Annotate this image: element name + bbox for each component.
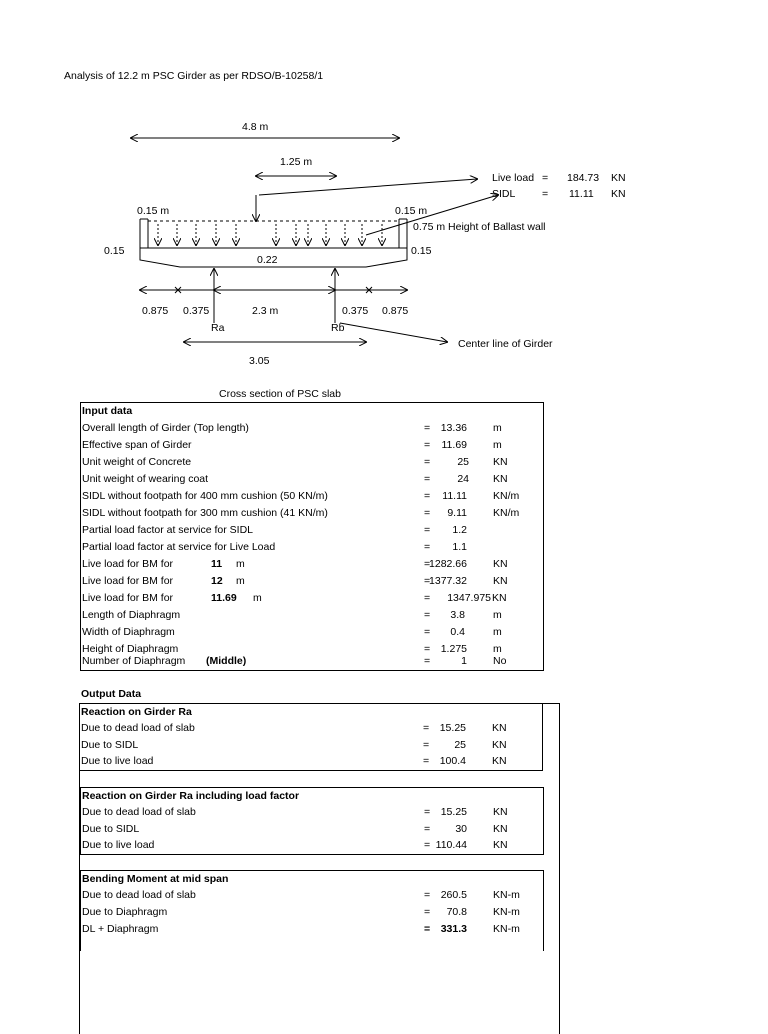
live-load-value: 184.73	[567, 172, 600, 184]
ra-label: Ra	[211, 322, 225, 334]
output-header: Output Data	[81, 688, 142, 700]
bending-moment-table	[80, 870, 544, 951]
reaction-table	[80, 704, 543, 771]
rb-label: Rb	[331, 322, 345, 334]
ballast-wall-label: 0.75 m Height of Ballast wall	[413, 221, 546, 233]
table-row: Partial load factor at service for Live Load = 1.1	[82, 541, 467, 553]
table-row: SIDL without footpath for 300 mm cushion (41 KN/m) = 9.11 KN/m	[82, 507, 520, 519]
center-depth-label: 0.22	[257, 254, 278, 266]
reaction-header: Reaction on Girder Ra	[81, 706, 192, 718]
live-load-label: Live load	[492, 172, 535, 184]
table-row: Due to live load = 100.4 KN	[81, 755, 507, 767]
table-row: Unit weight of wearing coat = 24 KN	[82, 473, 508, 485]
top-left-dim: 0.15 m	[137, 205, 170, 217]
center-line-label: Center line of Girder	[458, 338, 553, 350]
table-row: Live load for BM for 12 m = 1377.32 KN	[82, 575, 508, 587]
table-row: Due to dead load of slab = 260.5 KN-m	[82, 889, 520, 901]
center-line-pointer	[340, 323, 447, 342]
table-row: Number of Diaphragm (Middle) = 1 No	[82, 655, 507, 667]
sidl-unit: KN	[611, 188, 626, 200]
live-load-pointer	[259, 179, 477, 195]
table-row: Unit weight of Concrete = 25 KN	[82, 456, 508, 468]
dim-0375-right: 0.375	[342, 305, 369, 317]
left-depth-label: 0.15	[104, 245, 125, 257]
table-row: Width of Diaphragm = 0.4 m	[82, 626, 502, 638]
live-load-unit: KN	[611, 172, 626, 184]
input-header: Input data	[82, 405, 133, 417]
table-row: Live load for BM for 11 m = 1282.66 KN	[82, 558, 508, 570]
sidl-eq: =	[542, 188, 549, 200]
span-label: 4.8 m	[242, 121, 269, 133]
dim-0875-right: 0.875	[382, 305, 409, 317]
table-row: Due to dead load of slab = 15.25 KN	[81, 722, 507, 734]
table-row: SIDL without footpath for 400 mm cushion (50 KN/m) = 11.11 KN/m	[82, 490, 520, 502]
table-row: Effective span of Girder = 11.69 m	[82, 439, 502, 451]
table-row: Length of Diaphragm = 3.8 m	[82, 609, 502, 621]
dim-305-label: 3.05	[249, 355, 270, 367]
top-right-dim: 0.15 m	[395, 205, 428, 217]
table-row: Height of Diaphragm = 1.275 m	[82, 643, 502, 655]
dim-0375-left: 0.375	[183, 305, 210, 317]
table-row: Due to live load = 110.44 KN	[82, 839, 508, 851]
slab-outline	[140, 219, 407, 248]
table-row: Overall length of Girder (Top length) = 13.36 m	[82, 422, 502, 434]
dim-23: 2.3 m	[252, 305, 279, 317]
live-load-eq: =	[542, 172, 549, 184]
bending-header: Bending Moment at mid span	[82, 873, 229, 885]
udl-arrows	[158, 224, 382, 245]
table-row: Due to SIDL = 30 KN	[82, 823, 508, 835]
table-row: Due to SIDL = 25 KN	[81, 739, 507, 751]
reaction-factor-header: Reaction on Girder Ra including load factor	[82, 790, 300, 802]
cross-section-diagram	[0, 0, 768, 390]
sidl-value: 11.11	[569, 188, 594, 200]
dim-125-label: 1.25 m	[280, 156, 313, 168]
right-depth-label: 0.15	[411, 245, 432, 257]
table-row: Due to Diaphragm = 70.8 KN-m	[82, 906, 520, 918]
dim-0875-left: 0.875	[142, 305, 169, 317]
table-row: Due to dead load of slab = 15.25 KN	[82, 806, 508, 818]
input-data-table	[80, 402, 544, 671]
table-row: DL + Diaphragm = 331.3 KN-m	[82, 923, 520, 935]
sidl-label: SIDL	[492, 188, 516, 200]
page-title: Analysis of 12.2 m PSC Girder as per RDSO/B-10258/1	[64, 70, 324, 82]
reaction-factor-table	[80, 787, 544, 855]
table-row: Partial load factor at service for SIDL = 1.2	[82, 524, 467, 536]
table-row: Live load for BM for 11.69 m = 1347.975 KN	[82, 592, 507, 604]
diagram-caption: Cross section of PSC slab	[219, 388, 341, 400]
